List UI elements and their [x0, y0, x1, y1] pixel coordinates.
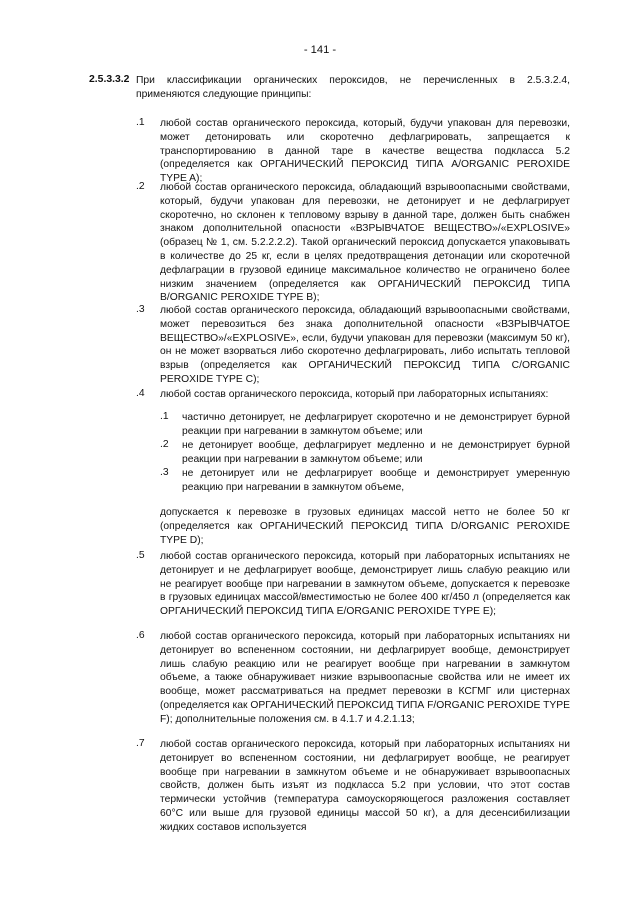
item-number: .4 — [136, 388, 145, 399]
item-number: .2 — [136, 181, 145, 192]
subitem-text: не детонирует или не дефлагрирует вообще и демонстрирует умеренную реакцию при нагревании в замкнутом объеме, — [182, 468, 570, 493]
item-text: любой состав органического пероксида, который при лабораторных испытаниях не детонирует и не дефлагрирует вообще, демонстрирует лишь слабую реакцию или не реагирует вообще при нагревании в замкнутом объеме, допускается к перевозке в грузовых единицах массой/вместимостью не более 400 кг/450 л (определяется как ОРГАНИЧЕСКИЙ ПЕРОКСИД ТИПА E/ORGANIC PEROXIDE TYPE E); — [160, 551, 570, 618]
subitem-text: не детонирует вообще, дефлагрирует медленно и не демонстрирует бурной реакции при нагревании в замкнутом объеме; или — [182, 440, 570, 465]
sub-list-item — [160, 411, 570, 439]
item-number: .3 — [136, 304, 145, 315]
subitem-number: .1 — [160, 411, 169, 422]
page-number: - 141 - — [303, 44, 337, 56]
item-4-conclusion: допускается к перевозке в грузовых единицах массой нетто не более 50 кг (определяется как ОРГАНИЧЕСКИЙ ПЕРОКСИД ТИПА D/ORGANIC PEROXIDE TYPE D); — [160, 507, 570, 546]
item-text: любой состав органического пероксида, который, будучи упакован для перевозки, может детонировать или скоротечно дефлагрировать, запрещается к транспортированию в данной таре в качестве вещества подкласса 5.2 (определяется как ОРГАНИЧЕСКИЙ ПЕРОКСИД ТИПА A/ORGANIC PEROXIDE TYPE A); — [160, 118, 570, 185]
list-item — [136, 388, 570, 402]
list-item — [136, 117, 570, 186]
sub-list-item — [160, 467, 570, 495]
item-text: любой состав органического пероксида, обладающий взрывоопасными свойствами, который, будучи упакован для перевозки, не детонирует и не дефлагрирует скоротечно, но склонен к тепловому взрыву в данной таре, должен быть снабжен знаком дополнительной опасности «ВЗРЫВЧАТОЕ ВЕЩЕСТВО»/«EXPLOSIVE» (образец № 1, см. 5.2.2.2.2). Такой органический пероксид допускается упаковывать в количестве до 25 кг, если в целях предотвращения детонации или скоротечной дефлаграции в грузовой единице максимальное количество не ограничено более низким значением (определяется как ОРГАНИЧЕСКИЙ ПЕРОКСИД ТИПА B/ORGANIC PEROXIDE TYPE B); — [160, 182, 570, 304]
list-item — [136, 181, 570, 305]
list-item — [136, 630, 570, 727]
section-number: 2.5.3.3.2 — [89, 74, 130, 85]
item-number: .1 — [136, 117, 145, 128]
item-text: любой состав органического пероксида, обладающий взрывоопасными свойствами, может перевозиться без знака дополнительной опасности «ВЗРЫВЧАТОЕ ВЕЩЕСТВО»/«EXPLOSIVE», если, будучи упакован для перевозки (максимум 50 кг), он не может взорваться либо скоротечно дефлагрировать, либо испытать тепловой взрыв (определяется как ОРГАНИЧЕСКИЙ ПЕРОКСИД ТИПА C/ORGANIC PEROXIDE TYPE C); — [160, 305, 570, 385]
subitem-number: .2 — [160, 439, 169, 450]
section-intro: При классификации органических пероксидов, не перечисленных в 2.5.3.2.4, применяются следующие принципы: — [136, 75, 570, 100]
item-text: любой состав органического пероксида, который при лабораторных испытаниях: — [160, 389, 549, 400]
item-number: .6 — [136, 630, 145, 641]
list-item — [136, 550, 570, 619]
sub-list-item — [160, 439, 570, 467]
item-text: любой состав органического пероксида, который при лабораторных испытаниях ни детонирует во вспененном состоянии, ни дефлагрирует вообще, демонстрирует лишь слабую реакцию или не реагирует вообще при нагревании в замкнутом объеме, а также обнаруживает низкие взрывоопасные свойства или не имеет их вообще, может рассматриваться на предмет перевозки в КСГМГ или цистернах (определяется как ОРГАНИЧЕСКИЙ ПЕРОКСИД ТИПА F/ORGANIC PEROXIDE TYPE F); дополнительные положения см. в 4.1.7 и 4.2.1.13; — [160, 631, 570, 725]
list-item — [136, 738, 570, 835]
subitem-number: .3 — [160, 467, 169, 478]
subitem-text: частично детонирует, не дефлагрирует скоротечно и не демонстрирует бурной реакции при нагревании в замкнутом объеме; или — [182, 412, 570, 437]
list-item — [136, 304, 570, 387]
item-text: любой состав органического пероксида, который при лабораторных испытаниях ни детонирует во вспененном состоянии, ни дефлагрирует вообще, не реагирует вообще при нагревании в замкнутом объеме и не обнаруживает взрывоопасных свойств, должен быть изъят из подкласса 5.2 при условии, что этот состав термически устойчив (температура самоускоряющегося разложения составляет 60°C или выше для грузовой единицы массой 50 кг), а для десенсибилизации жидких составов используется — [160, 739, 570, 833]
item-number: .7 — [136, 738, 145, 749]
item-number: .5 — [136, 550, 145, 561]
